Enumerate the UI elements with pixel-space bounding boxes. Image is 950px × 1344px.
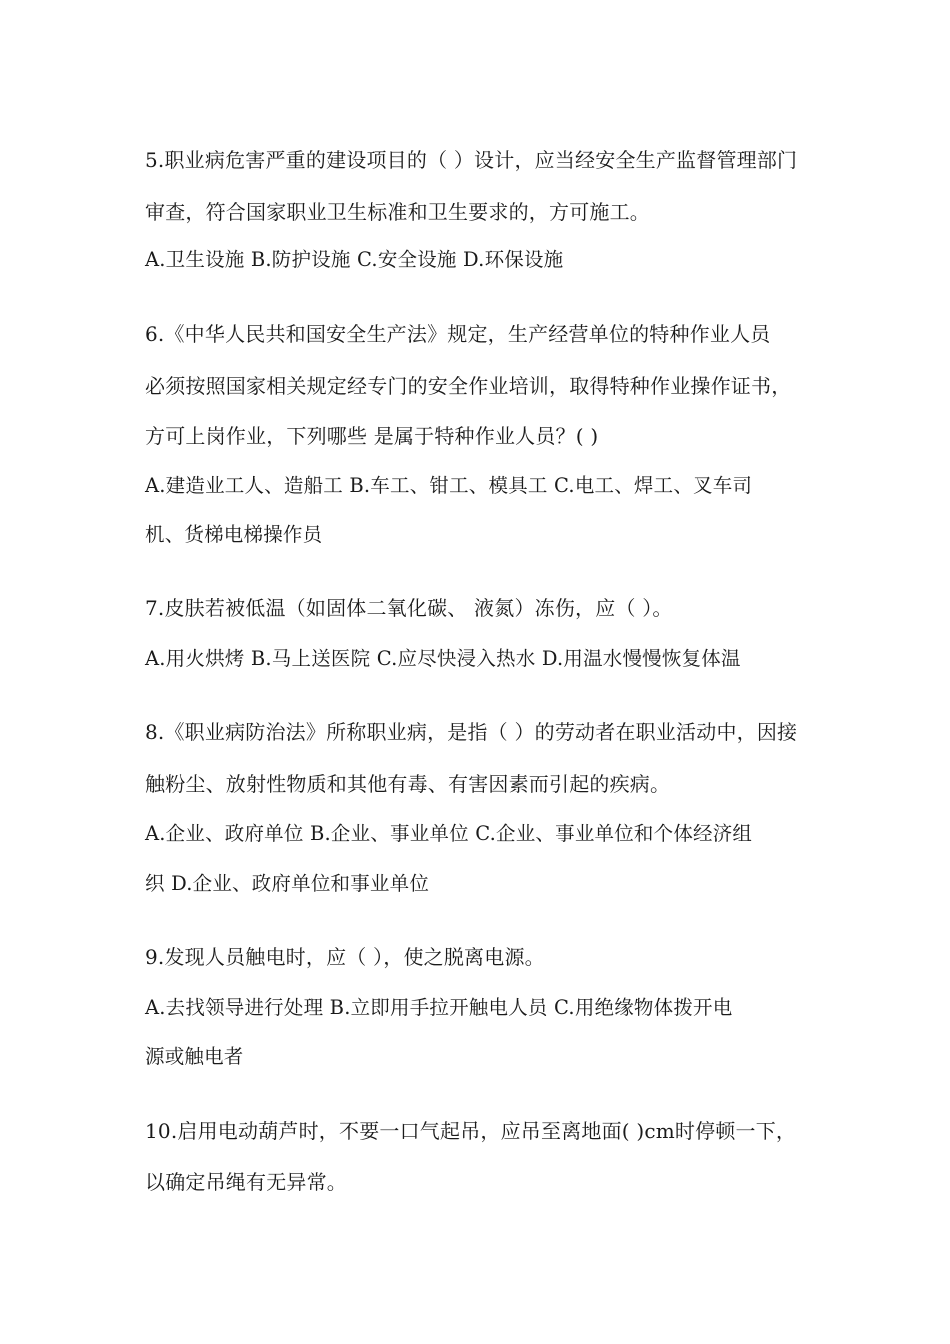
- question-9-options-line-1: A.去找领导进行处理 B.立即用手拉开触电人员 C.用绝缘物体拨开电: [145, 996, 733, 1019]
- question-5-stem-line-2: 审查，符合国家职业卫生标准和卫生要求的，方可施工。: [145, 200, 650, 224]
- question-8-options-line-2: 织 D.企业、政府单位和事业单位: [145, 872, 430, 895]
- question-8-options-line-1: A.企业、政府单位 B.企业、事业单位 C.企业、事业单位和个体经济组: [145, 822, 753, 845]
- question-6-options-line-2: 机、货梯电梯操作员: [145, 523, 323, 546]
- question-6-options-line-1: A.建造业工人、造船工 B.车工、钳工、模具工 C.电工、焊工、叉车司: [145, 474, 753, 497]
- question-9-stem: 9.发现人员触电时，应（ ），使之脱离电源。: [145, 945, 545, 969]
- question-10-stem-line-1: 10.启用电动葫芦时，不要一口气起吊，应吊至离地面( )cm时停顿一下，: [145, 1119, 797, 1143]
- question-7-stem: 7.皮肤若被低温（如固体二氧化碳、 液氮）冻伤，应（ ）。: [145, 596, 673, 620]
- question-8-stem-line-1: 8.《职业病防治法》所称职业病，是指（ ）的劳动者在职业活动中，因接: [145, 720, 798, 744]
- question-5-options: A.卫生设施 B.防护设施 C.安全设施 D.环保设施: [145, 248, 564, 271]
- question-6-stem-line-1: 6.《中华人民共和国安全生产法》规定，生产经营单位的特种作业人员: [145, 322, 771, 346]
- question-10-stem-line-2: 以确定吊绳有无异常。: [145, 1170, 347, 1194]
- question-6-stem-line-3: 方可上岗作业，下列哪些 是属于特种作业人员？( ): [145, 424, 599, 448]
- question-9-options-line-2: 源或触电者: [145, 1045, 244, 1068]
- question-8-stem-line-2: 触粉尘、放射性物质和其他有毒、有害因素而引起的疾病。: [145, 772, 671, 796]
- question-7-options: A.用火烘烤 B.马上送医院 C.应尽快浸入热水 D.用温水慢慢恢复体温: [145, 647, 741, 670]
- question-6-stem-line-2: 必须按照国家相关规定经专门的安全作业培训，取得特种作业操作证书，: [145, 374, 792, 398]
- question-5-stem-line-1: 5.职业病危害严重的建设项目的（ ）设计，应当经安全生产监督管理部门: [145, 148, 798, 172]
